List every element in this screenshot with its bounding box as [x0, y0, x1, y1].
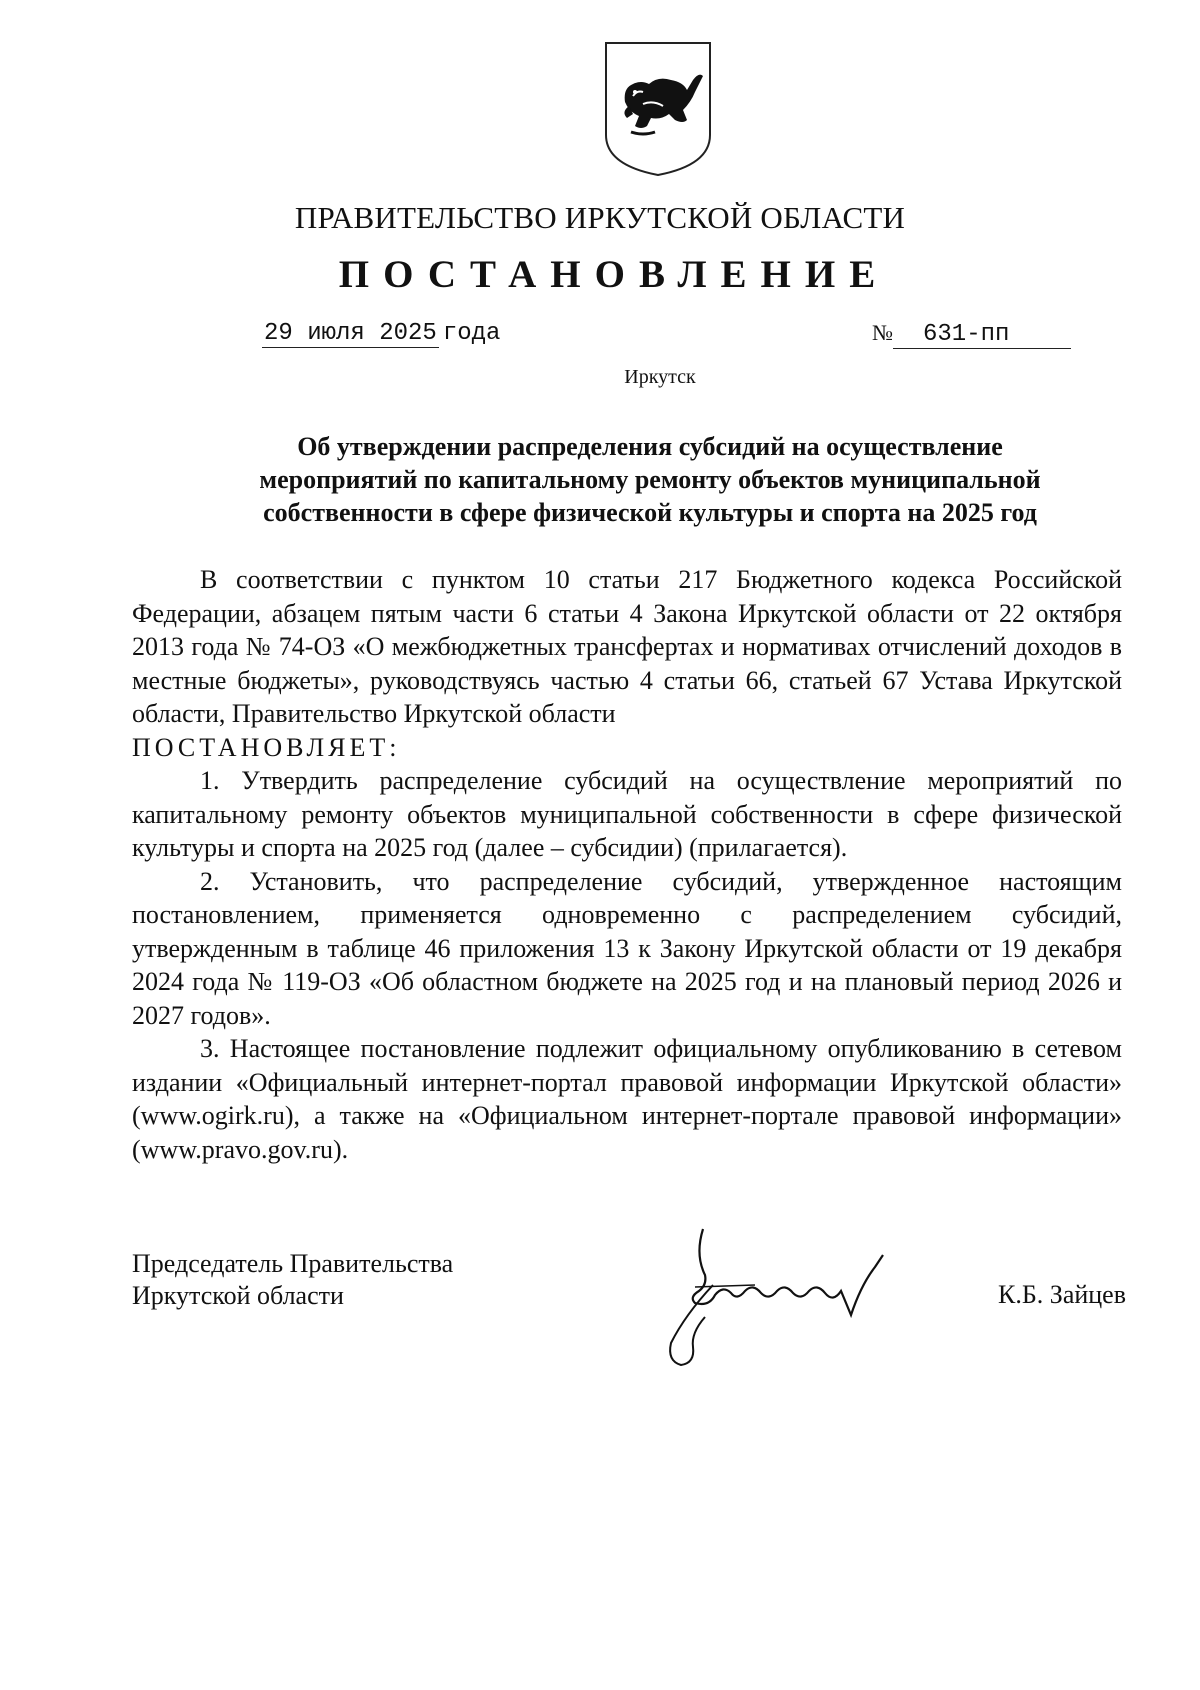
number-sign: № [872, 320, 893, 345]
item-3: 3. Настоящее постановление подлежит официальному опубликованию в сетевом издании «Официальный интернет-портал правовой информации Иркутской области» (www.ogirk.ru), а также на «Официальном интернет-портале правовой информации» (www.pravo.gov.ru). [132, 1034, 1122, 1164]
number-value: 631-пп [893, 321, 1071, 349]
document-number [872, 320, 1071, 349]
signature-icon [665, 1225, 935, 1375]
document-type: ПОСТАНОВЛЕНИЕ [338, 253, 890, 296]
item-2: 2. Установить, что распределение субсидий, утвержденное настоящим постановлением, применяется одновременно с распределением субсидий, утвержденным в таблице 46 приложения 13 к Закону Иркутской области от 19 декабря 2024 года № 119-ОЗ «Об областном бюджете на 2025 год и на плановый период 2026 и 2027 годов». [132, 866, 1122, 1030]
signatory-position [132, 1248, 453, 1312]
subject-line: Об утверждении распределения субсидий на осуществление [297, 432, 1003, 461]
document-subject [180, 430, 1120, 529]
item-1: 1. Утвердить распределение субсидий на осуществление мероприятий по капитальному ремонту объектов муниципальной собственности в сфере физической культуры и спорта на 2025 год (далее – субсидии) (прилагается). [132, 766, 1122, 862]
subject-line: мероприятий по капитальному ремонту объектов муниципальной [259, 465, 1041, 494]
position-line: Председатель Правительства [132, 1249, 454, 1278]
coat-of-arms-icon [603, 40, 713, 178]
document-body [132, 563, 1122, 1166]
resolves-heading: ПОСТАНОВЛЯЕТ: [132, 732, 401, 762]
city: Иркутск [624, 366, 696, 388]
document-date [262, 320, 500, 347]
date-value: 29 июля 2025 [264, 320, 437, 347]
government-name: ПРАВИТЕЛЬСТВО ИРКУТСКОЙ ОБЛАСТИ [294, 200, 906, 235]
signatory-name: К.Б. Зайцев [998, 1280, 1126, 1309]
position-line: Иркутской области [132, 1281, 344, 1310]
preamble: В соответствии с пунктом 10 статьи 217 Бюджетного кодекса Российской Федерации, абзацем пятым части 6 статьи 4 Закона Иркутской области от 22 октября 2013 года № 74-ОЗ «О межбюджетных трансфертах и нормативах отчислений доходов в местные бюджеты», руководствуясь частью 4 статьи 66, статьей 67 Устава Иркутской области, Правительство Иркутской области [132, 565, 1122, 728]
date-suffix: года [442, 320, 501, 347]
subject-line: собственности в сфере физической культуры и спорта на 2025 год [263, 498, 1037, 527]
